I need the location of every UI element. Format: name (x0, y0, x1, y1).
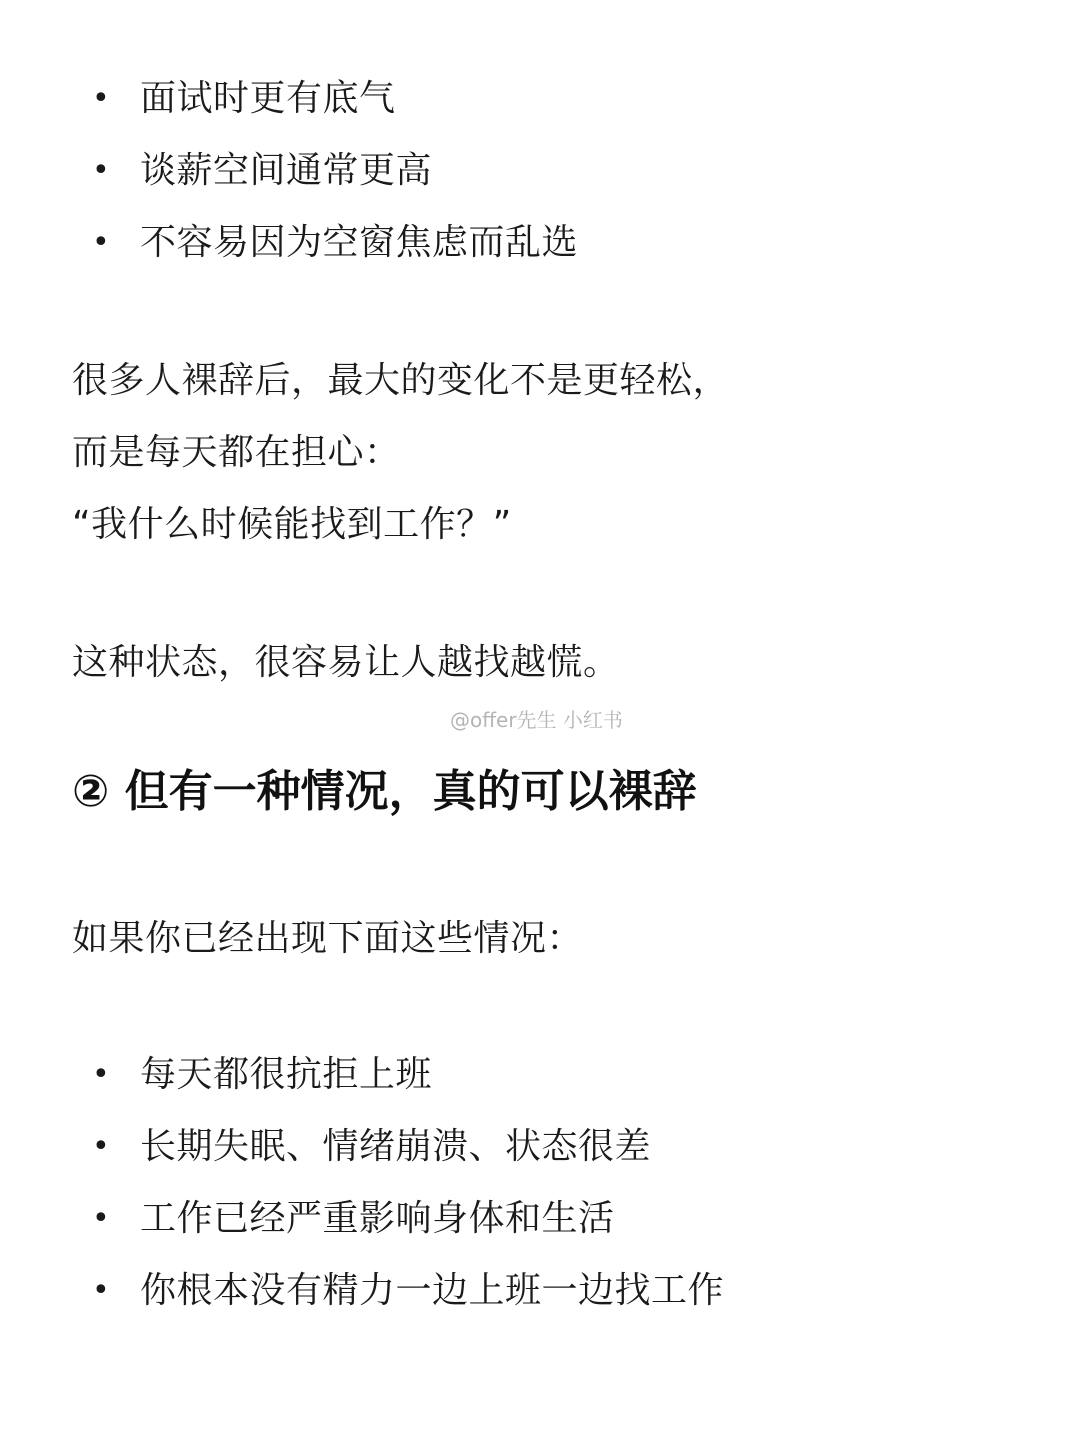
section-heading: ② 但有一种情况，真的可以裸辞 (72, 766, 697, 817)
list-item-text: 你根本没有精力一边上班一边找工作 (140, 1270, 725, 1311)
list-item (0, 1125, 1080, 1169)
list-item-text: 每天都很抗拒上班 (140, 1054, 433, 1095)
bullet-dot: • (92, 1273, 110, 1308)
list-item (0, 1197, 1080, 1241)
bullet-dot: • (92, 153, 110, 188)
list-item-text: 不容易因为空窗焦虑而乱选 (140, 222, 579, 263)
list-item (0, 77, 1080, 121)
bullet-dot: • (92, 225, 110, 260)
paragraph-line: 这种状态，很容易让人越找越慌。 (72, 642, 620, 683)
paragraph-line: 而是每天都在担心： (72, 432, 401, 473)
list-item (0, 1053, 1080, 1097)
list-item-text: 工作已经严重影响身体和生活 (140, 1198, 615, 1239)
list-item (0, 221, 1080, 265)
intro-text: 如果你已经出现下面这些情况： (72, 918, 584, 959)
list-item-text: 谈薪空间通常更高 (140, 150, 433, 191)
bullet-dot: • (92, 1201, 110, 1236)
list-item (0, 149, 1080, 193)
bullet-dot: • (92, 81, 110, 116)
paragraph-line: 很多人裸辞后，最大的变化不是更轻松， (72, 360, 730, 401)
paragraph-quote: “我什么时候能找到工作？” (72, 504, 512, 545)
watermark-text: @offer先生 小红书 (450, 708, 623, 732)
list-item-text: 长期失眠、情绪崩溃、状态很差 (140, 1126, 652, 1167)
list-item-text: 面试时更有底气 (140, 78, 396, 119)
bullet-dot: • (92, 1057, 110, 1092)
list-item (0, 1269, 1080, 1313)
bullet-dot: • (92, 1129, 110, 1164)
